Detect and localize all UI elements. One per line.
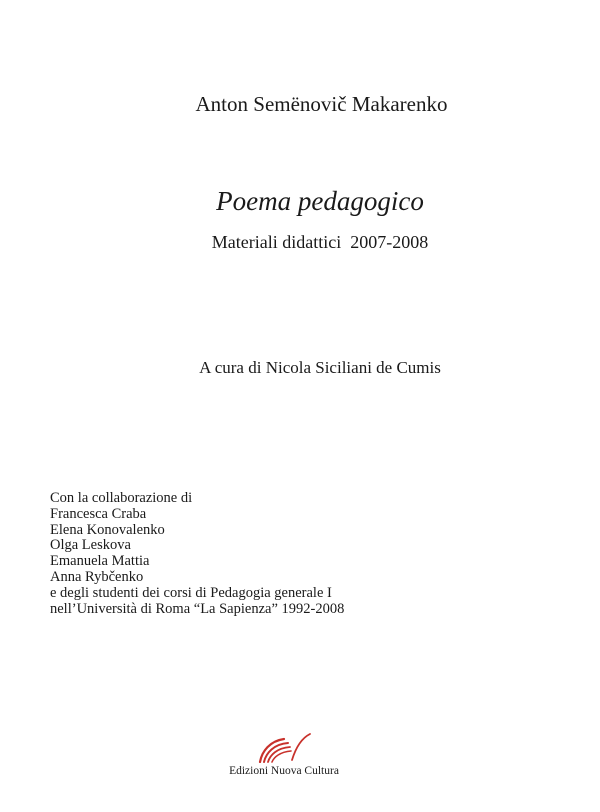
collaboration-line: nell’Università di Roma “La Sapienza” 1992-2008 (50, 600, 345, 617)
book-title: Poema pedagogico (216, 186, 424, 216)
collaboration-line: Elena Konovalenko (50, 521, 165, 538)
collaboration-line: Francesca Craba (50, 505, 147, 522)
red-arcs-logo-icon (254, 729, 314, 763)
collaboration-line: e degli studenti dei corsi di Pedagogia generale I (50, 584, 332, 601)
collaboration-line: Con la collaborazione di (50, 490, 193, 506)
author-name: Anton Semënovič Makarenko (195, 92, 448, 116)
editor-credit: A cura di Nicola Siciliani de Cumis (199, 358, 441, 377)
publisher-name: Edizioni Nuova Cultura (229, 765, 339, 777)
collaboration-line: Emanuela Mattia (50, 553, 150, 570)
book-subtitle: Materiali didattici 2007-2008 (211, 232, 429, 252)
collaboration-line: Anna Rybčenko (50, 568, 144, 585)
collaboration-list (50, 491, 344, 617)
collaboration-line: Olga Leskova (50, 537, 131, 554)
